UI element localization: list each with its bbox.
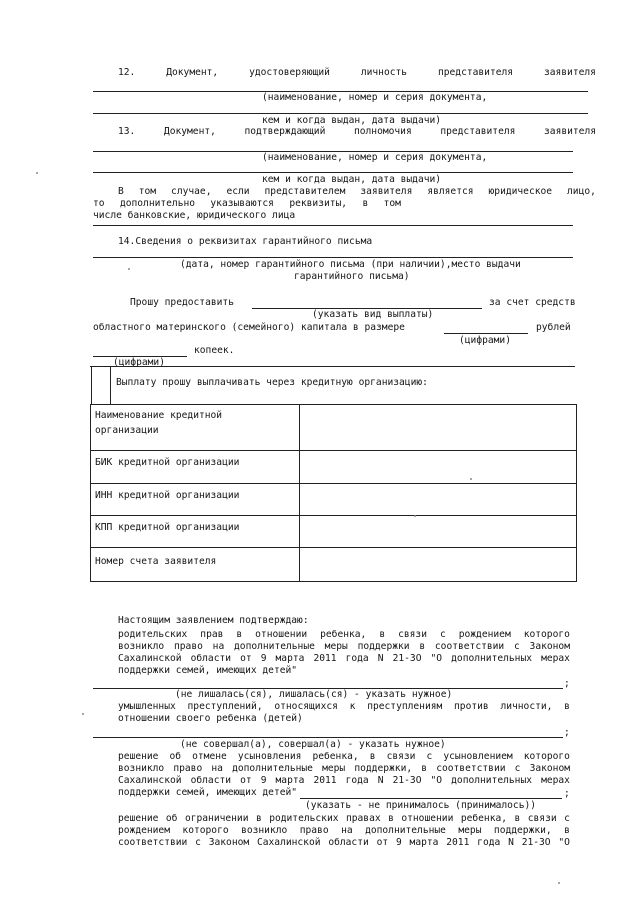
word: правах	[345, 813, 381, 824]
scan-speck	[414, 515, 416, 517]
word: в	[369, 751, 376, 762]
confirm-heading: Настоящим заявлением подтверждаю:	[118, 615, 309, 626]
word: заявителя	[544, 126, 596, 137]
word: от	[240, 775, 252, 786]
word: с	[439, 629, 446, 640]
word: дополнительных	[451, 653, 533, 664]
word: N	[508, 837, 514, 848]
bank-payment-label: Выплату прошу выплачивать через кредитную организацию:	[116, 377, 428, 388]
word: заявителя	[543, 67, 596, 78]
word: рождением	[118, 825, 170, 836]
legal-entity-line-2	[93, 199, 401, 209]
table-column-divider	[299, 405, 300, 581]
capital-amount-label: областного материнского (семейного) капитала в размере	[93, 322, 405, 333]
table-row-divider	[91, 547, 576, 548]
account-number-label: Номер счета заявителя	[95, 556, 217, 567]
item14-caption-1: (дата, номер гарантийного письма (при наличии),место выдачи	[180, 259, 521, 270]
word: в	[421, 763, 428, 774]
word: в	[514, 813, 521, 824]
semicolon-2: ;	[564, 727, 570, 738]
word: 2011	[313, 775, 337, 786]
word: "О	[430, 775, 443, 786]
word: 2011	[446, 837, 470, 848]
confirm-p4-line-3	[118, 838, 570, 848]
bik-label: БИК кредитной организации	[95, 457, 240, 468]
word: в	[419, 641, 426, 652]
word: года	[345, 653, 369, 664]
item13-caption-2: кем и когда выдан, дата выдачи)	[262, 174, 442, 185]
word: области	[328, 837, 369, 848]
semicolon-3: ;	[564, 788, 570, 799]
word: ограничении	[184, 813, 249, 824]
word: области	[190, 653, 232, 664]
word: дополнительные	[365, 825, 446, 836]
word: ребенка,	[320, 629, 367, 640]
word: Законом	[529, 641, 570, 652]
word: родительских	[269, 813, 339, 824]
item14-title: 14.Сведения о реквизитах гарантийного письма	[118, 236, 373, 247]
legal-entity-line-1	[118, 187, 596, 197]
word: в	[564, 825, 570, 836]
confirm-caption-3: (указать - не принималось (принималось))	[305, 800, 537, 811]
word: соответствии	[434, 641, 505, 652]
legal-entity-fill-line[interactable]	[93, 225, 573, 226]
word: В	[118, 186, 124, 197]
confirm-caption-1: (не лишалась(ся), лишалась(ся) - указать нужное)	[175, 689, 453, 700]
item14-caption-2: гарантийного письма)	[294, 271, 410, 282]
word: об	[165, 813, 178, 824]
confirm-caption-2: (не совершал(а), совершал(а) - указать нужное)	[180, 739, 446, 750]
confirm-p3-line-4: поддержки семей, имеющих детей"	[118, 787, 298, 798]
inn-label: ИНН кредитной организации	[95, 490, 240, 501]
item12-fill-line-2[interactable]	[93, 113, 588, 114]
word: личность	[360, 67, 408, 78]
word: представителем	[264, 186, 346, 197]
confirm-p3-line-2	[118, 764, 570, 774]
request-prefix: Прошу предоставить	[130, 297, 234, 308]
word: родительских	[118, 629, 188, 640]
confirm-p4-line-1	[118, 814, 570, 824]
word: том	[138, 186, 157, 197]
word: с	[514, 763, 521, 774]
bank-payment-checkbox[interactable]	[91, 366, 111, 405]
scan-speck	[36, 172, 38, 174]
kpp-label: КПП кредитной организации	[95, 522, 240, 533]
word: N	[377, 775, 384, 786]
word: которого	[182, 825, 229, 836]
word: дополнительных	[451, 775, 533, 786]
word: связи	[386, 751, 416, 762]
word: лицо,	[567, 186, 596, 197]
confirm-p1-line-3	[118, 654, 570, 664]
word: к	[349, 701, 356, 712]
word: от	[240, 653, 252, 664]
word: отношении	[255, 629, 308, 640]
request-suffix: за счет средств	[489, 297, 576, 308]
word: соответствии	[436, 763, 506, 774]
item-number: 12.	[118, 67, 136, 78]
item13-fill-line-2[interactable]	[93, 172, 573, 173]
bank-top-rule	[90, 366, 575, 367]
word: дополнительные	[232, 763, 313, 774]
word: усыновлением	[443, 751, 513, 762]
word: относящихся	[274, 701, 338, 712]
word: 9	[260, 775, 267, 786]
item13-line	[118, 127, 596, 137]
word: области	[190, 775, 232, 786]
word: в	[564, 701, 570, 712]
word: Документ,	[166, 67, 219, 78]
confirm-p1-line-1	[118, 630, 570, 640]
word: возникло	[241, 825, 288, 836]
confirm-field-2[interactable]	[93, 737, 563, 738]
word: в	[255, 813, 262, 824]
word: право	[174, 641, 203, 652]
word: поддержки	[357, 641, 410, 652]
word: "О	[430, 653, 443, 664]
table-row-divider	[91, 450, 576, 451]
word: на	[212, 641, 225, 652]
word: N	[377, 653, 384, 664]
word: представителя	[440, 126, 516, 137]
item-number: 13.	[118, 126, 136, 137]
word: поддержки,	[354, 763, 413, 774]
word: в	[362, 198, 369, 209]
word: право	[299, 825, 329, 836]
word: отмене	[192, 751, 227, 762]
word: то	[93, 198, 105, 209]
word: против	[454, 701, 489, 712]
word: Законом	[529, 763, 570, 774]
word: Сахалинской	[118, 775, 182, 786]
word: преступлениям	[367, 701, 443, 712]
word: случае,	[171, 186, 212, 197]
word: на	[341, 825, 353, 836]
word: 9	[260, 653, 267, 664]
word: Документ,	[163, 126, 216, 137]
word: 21-ЗО	[392, 775, 422, 786]
word: в	[388, 813, 394, 824]
table-row-divider	[91, 515, 576, 516]
word: Сахалинской	[118, 653, 182, 664]
word: с	[195, 837, 201, 848]
confirm-p2-line-2: отношении своего ребенка (детей)	[118, 713, 303, 724]
word: Сахалинской	[256, 837, 321, 848]
word: мерах	[541, 775, 570, 786]
rubles-label: рублей	[536, 322, 571, 333]
word: поддержки,	[493, 825, 552, 836]
word: с	[513, 641, 520, 652]
word: марта	[409, 837, 439, 848]
table-row-divider	[91, 483, 576, 484]
word: марта	[275, 653, 305, 664]
word: в	[379, 629, 386, 640]
item12-caption-1: (наименование, номер и серия документа,	[262, 92, 488, 103]
confirm-p4-line-2	[118, 826, 570, 836]
bank-name-label: Наименование кредитной организации	[95, 410, 223, 436]
word: "О	[558, 837, 570, 848]
word: право	[173, 763, 203, 774]
word: мерах	[541, 653, 570, 664]
word: возникло	[118, 763, 165, 774]
word: года	[345, 775, 369, 786]
legal-entity-line-3: числе банковские, юридического лица	[93, 210, 296, 221]
word: усыновления	[237, 751, 302, 762]
item13-caption-1: (наименование, номер и серия документа,	[262, 152, 488, 163]
item12-line	[118, 68, 596, 78]
word: с	[564, 813, 570, 824]
word: является	[427, 186, 474, 197]
word: если	[226, 186, 250, 197]
word: полномочия	[353, 126, 412, 137]
word: ребенка,	[312, 751, 359, 762]
word: которого	[523, 629, 570, 640]
rubles-field[interactable]	[444, 333, 528, 334]
word: преступлений,	[187, 701, 263, 712]
scan-speck	[558, 882, 560, 884]
word: об	[169, 751, 182, 762]
word: личности,	[500, 701, 553, 712]
rubles-caption: (цифрами)	[459, 335, 511, 346]
word: с	[426, 751, 433, 762]
item12-caption-2: кем и когда выдан, дата выдачи)	[262, 115, 442, 126]
confirm-p2-line-1	[118, 702, 570, 712]
word: связи	[527, 813, 557, 824]
word: 2011	[313, 653, 337, 664]
semicolon-1: ;	[564, 678, 570, 689]
word: возникло	[118, 641, 165, 652]
confirm-p3-line-3	[118, 776, 570, 786]
word: в	[236, 629, 243, 640]
word: меры	[322, 763, 346, 774]
word: отношении	[401, 813, 454, 824]
kopecks-caption: (цифрами)	[113, 357, 165, 368]
word: 9	[395, 837, 402, 848]
word: Законом	[208, 837, 250, 848]
word: удостоверяющий	[249, 67, 330, 78]
item14-fill-line[interactable]	[93, 257, 573, 258]
word: том	[383, 198, 401, 209]
word: 21-ЗО	[392, 653, 422, 664]
word: подтверждающий	[244, 126, 326, 137]
word: указываются	[210, 198, 274, 209]
word: дополнительно	[119, 198, 196, 209]
word: меры	[324, 641, 348, 652]
word: представителя	[437, 67, 514, 78]
word: связи	[398, 629, 427, 640]
word: рождением	[458, 629, 511, 640]
word: соответствии	[118, 837, 188, 848]
word: 21-ЗО	[521, 837, 551, 848]
confirm-field-3[interactable]	[300, 798, 562, 799]
word: юридическое	[488, 186, 553, 197]
word: марта	[275, 775, 305, 786]
word: заявителя	[360, 186, 413, 197]
scan-speck	[470, 478, 472, 480]
kopecks-label: копеек.	[194, 345, 235, 356]
word: ребенка,	[460, 813, 508, 824]
payment-kind-caption: (указать вид выплаты)	[312, 309, 434, 320]
bank-details-table	[90, 404, 577, 582]
word: года	[477, 837, 501, 848]
confirm-p1-line-2	[118, 642, 570, 652]
confirm-p1-line-4: поддержки семей, имеющих детей"	[118, 665, 298, 676]
word: от	[376, 837, 389, 848]
word: решение	[118, 751, 159, 762]
word: умышленных	[118, 701, 176, 712]
word: дополнительные	[234, 641, 315, 652]
confirm-p3-line-1	[118, 752, 570, 762]
word: меры	[458, 825, 482, 836]
word: реквизиты,	[289, 198, 348, 209]
word: на	[211, 763, 223, 774]
word: решение	[118, 813, 159, 824]
word: которого	[523, 751, 570, 762]
word: прав	[200, 629, 224, 640]
scan-speck	[128, 268, 130, 270]
scan-speck	[82, 713, 84, 715]
